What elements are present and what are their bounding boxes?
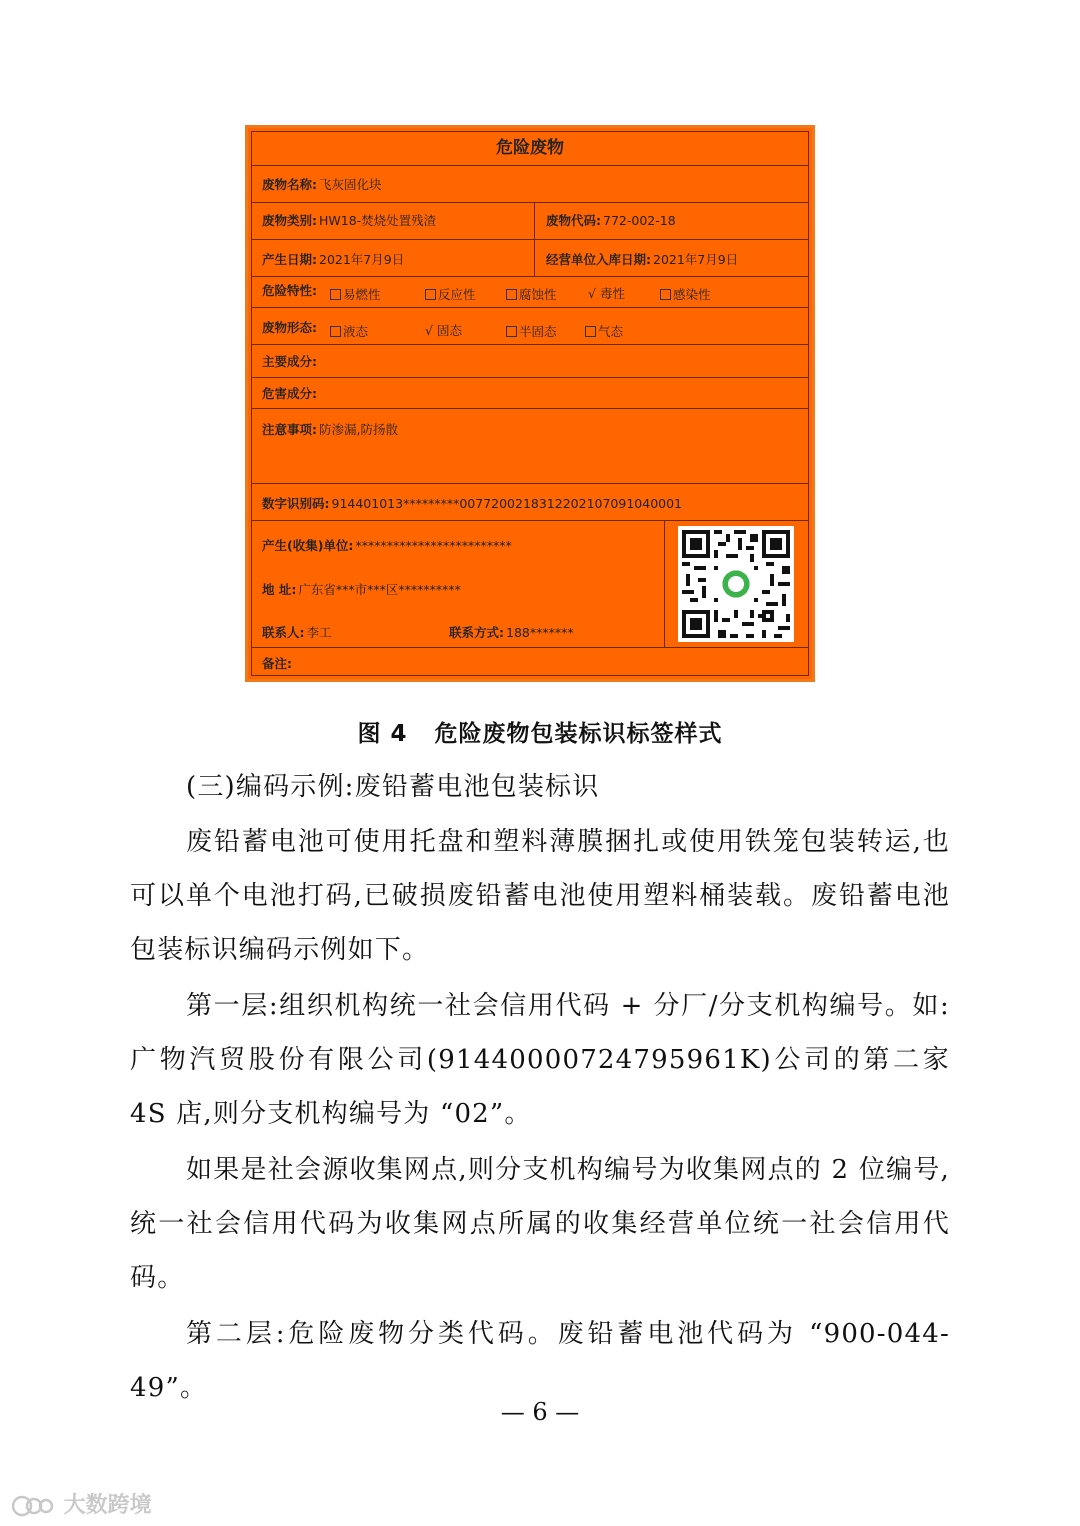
hazard-option-reactive: 反应性 bbox=[425, 285, 476, 303]
produce-date-label: 产生日期: bbox=[262, 252, 317, 267]
waste-name-label: 废物名称: bbox=[262, 177, 317, 192]
main-components-label: 主要成分: bbox=[262, 354, 317, 369]
watermark bbox=[12, 1488, 152, 1519]
row-waste-name bbox=[252, 165, 808, 203]
form-option-gas: 气态 bbox=[585, 322, 623, 340]
category-value: HW18-焚烧处置残渣 bbox=[319, 213, 437, 228]
address-label: 地 址: bbox=[262, 582, 297, 597]
harmful-components-label: 危害成分: bbox=[262, 386, 317, 401]
page-number: — 6 — bbox=[500, 1398, 580, 1426]
section-heading: (三)编码示例:废铅蓄电池包装标识 bbox=[186, 772, 600, 802]
checkbox-icon bbox=[585, 326, 596, 337]
hazard-option-toxic: √ 毒性 bbox=[588, 286, 625, 301]
row-category bbox=[252, 203, 808, 240]
storage-date-value: 2021年7月9日 bbox=[653, 252, 739, 267]
row-digital-id bbox=[252, 484, 808, 521]
category-label: 废物类别: bbox=[262, 213, 317, 228]
producer-label: 产生(收集)单位: bbox=[262, 538, 354, 553]
label-grid bbox=[251, 131, 809, 676]
form-option-liquid: 液态 bbox=[330, 322, 368, 340]
waste-name-value: 飞灰固化块 bbox=[319, 177, 382, 192]
producer-value: ************************* bbox=[355, 538, 512, 553]
row-dates bbox=[252, 240, 808, 277]
checkbox-icon bbox=[660, 289, 671, 300]
digital-id-label: 数字识别码: bbox=[262, 496, 330, 511]
remarks-label: 备注: bbox=[262, 656, 292, 671]
divider bbox=[664, 521, 665, 647]
precautions-label: 注意事项: bbox=[262, 422, 317, 437]
form-option-solid: √ 固态 bbox=[425, 323, 462, 338]
digital-id-value: 914401013*********0077200218312202107091040001 bbox=[331, 496, 683, 511]
row-remarks bbox=[252, 648, 808, 678]
contact-label: 联系人: bbox=[262, 625, 305, 640]
storage-date-label: 经营单位入库日期: bbox=[546, 252, 651, 267]
phone-label: 联系方式: bbox=[449, 625, 504, 640]
phone-value: 188******* bbox=[506, 625, 574, 640]
paragraph: 第一层:组织机构统一社会信用代码 + 分厂/分支机构编号。如:广物汽贸股份有限公司(91440000724795961K)公司的第二家 4S 店,则分支机构编号为 “02”。 bbox=[130, 991, 950, 1129]
checkbox-icon bbox=[425, 289, 436, 300]
divider bbox=[534, 203, 535, 239]
row-main-components bbox=[252, 345, 808, 378]
check-mark-icon: √ bbox=[425, 323, 433, 338]
figure-caption: 图 4 危险废物包装标识标签样式 bbox=[357, 721, 723, 747]
watermark-text: 大数跨境 bbox=[63, 1493, 152, 1518]
row-hazard bbox=[252, 277, 808, 308]
contact-value: 李工 bbox=[306, 625, 332, 640]
precautions-value: 防渗漏,防扬散 bbox=[319, 422, 398, 437]
row-harmful-components bbox=[252, 378, 808, 409]
hazard-option-corrosive: 腐蚀性 bbox=[506, 285, 557, 303]
hazardous-waste-label bbox=[245, 125, 815, 682]
checkbox-icon bbox=[330, 289, 341, 300]
hazard-option-infectious: 感染性 bbox=[660, 285, 711, 303]
paragraph: 废铅蓄电池可使用托盘和塑料薄膜捆扎或使用铁笼包装转运,也可以单个电池打码,已破损废铅蓄电池使用塑料桶装载。废铅蓄电池包装标识编码示例如下。 bbox=[130, 827, 950, 965]
address-value: 广东省***市***区********** bbox=[298, 582, 461, 597]
hazard-option-flammable: 易燃性 bbox=[330, 285, 381, 303]
code-label: 废物代码: bbox=[546, 213, 601, 228]
form-label: 废物形态: bbox=[262, 320, 317, 335]
check-mark-icon: √ bbox=[588, 286, 596, 301]
paragraph: 如果是社会源收集网点,则分支机构编号为收集网点的 2 位编号,统一社会信用代码为收集网点所属的收集经营单位统一社会信用代码。 bbox=[130, 1155, 950, 1293]
watermark-logo-icon bbox=[12, 1493, 56, 1519]
paragraph: 第二层:危险废物分类代码。废铅蓄电池代码为 “900-044-49”。 bbox=[130, 1319, 950, 1403]
checkbox-icon bbox=[506, 289, 517, 300]
hazard-label: 危险特性: bbox=[262, 283, 317, 298]
qr-code-icon bbox=[678, 526, 794, 642]
row-precautions bbox=[252, 409, 808, 484]
label-title: 危险废物 bbox=[252, 132, 808, 166]
code-value: 772-002-18 bbox=[603, 213, 676, 228]
produce-date-value: 2021年7月9日 bbox=[319, 252, 405, 267]
checkbox-icon bbox=[506, 326, 517, 337]
checkbox-icon bbox=[330, 326, 341, 337]
form-option-semisolid: 半固态 bbox=[506, 322, 557, 340]
row-form bbox=[252, 308, 808, 345]
divider bbox=[534, 240, 535, 276]
